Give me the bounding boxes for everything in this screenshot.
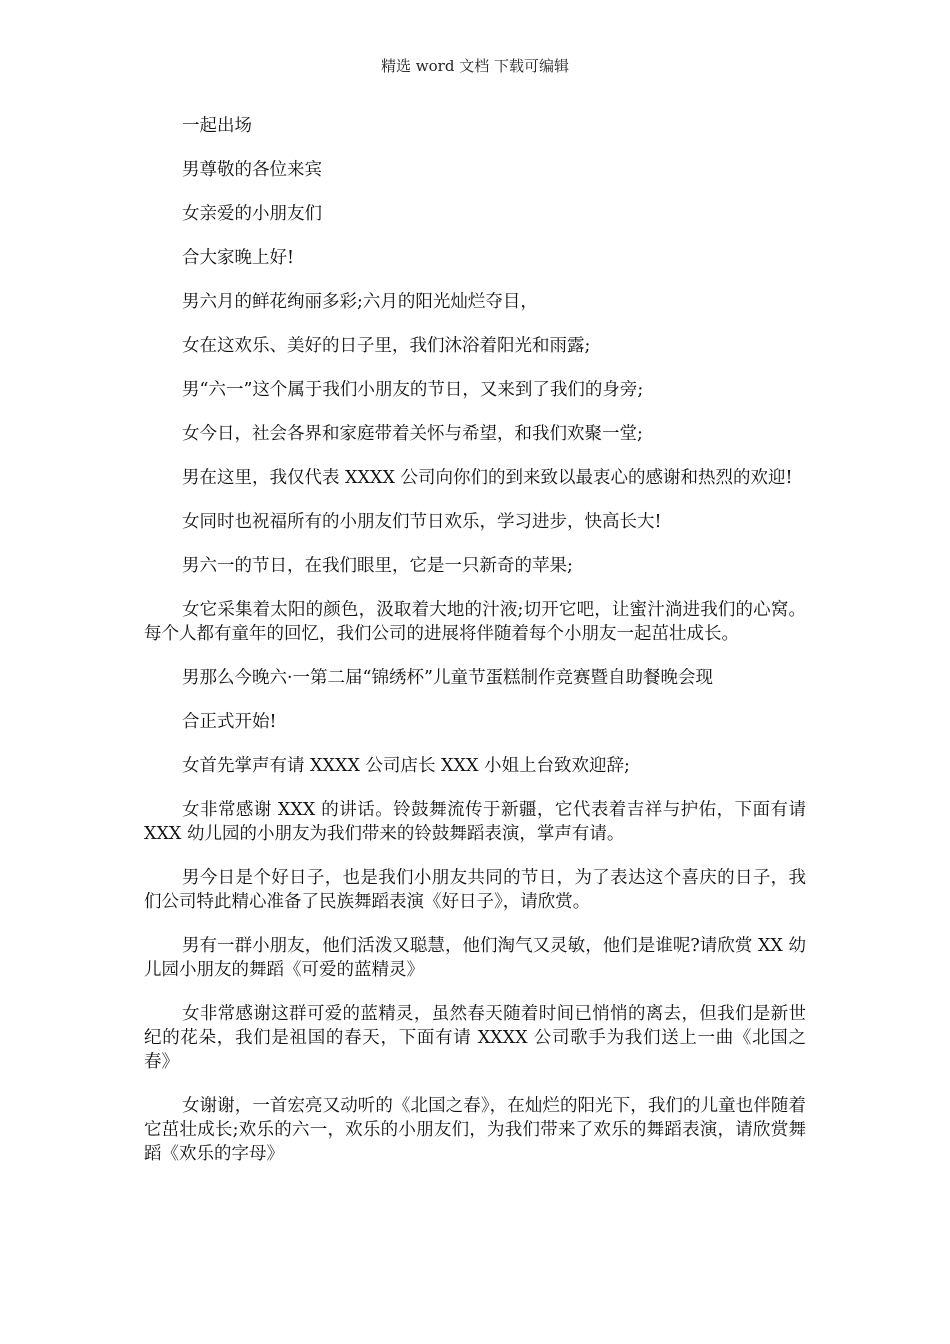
paragraph: 女非常感谢 XXX 的讲话。铃鼓舞流传于新疆，它代表着吉祥与护佑，下面有请 XXX 幼儿园的小朋友为我们带来的铃鼓舞蹈表演，掌声有请。: [144, 800, 806, 844]
page-header: 精选 word 文档 下载可编辑: [381, 57, 569, 75]
paragraph: 男尊敬的各位来宾: [182, 160, 322, 180]
paragraph: 男那么今晚六·一第二届“锦绣杯”儿童节蛋糕制作竞赛暨自助餐晚会现: [182, 668, 713, 688]
paragraph: 女非常感谢这群可爱的蓝精灵，虽然春天随着时间已悄悄的离去，但我们是新世纪的花朵，我们是祖国的春天，下面有请 XXXX 公司歌手为我们送上一曲《北国之春》: [144, 1004, 806, 1072]
paragraph: 女首先掌声有请 XXXX 公司店长 XXX 小姐上台致欢迎辞;: [182, 756, 630, 776]
paragraph: 男六月的鲜花绚丽多彩;六月的阳光灿烂夺目，: [182, 292, 538, 312]
paragraph: 女亲爱的小朋友们: [182, 204, 322, 224]
paragraph: 女谢谢，一首宏亮又动听的《北国之春》，在灿烂的阳光下，我们的儿童也伴随着它茁壮成长;欢乐的六一，欢乐的小朋友们，为我们带来了欢乐的舞蹈表演，请欣赏舞蹈《欢乐的字母》: [144, 1096, 806, 1164]
document-body: [144, 114, 806, 1186]
paragraph: 合正式开始!: [182, 712, 277, 732]
paragraph: 男在这里，我仅代表 XXXX 公司向你们的到来致以最衷心的感谢和热烈的欢迎!: [182, 468, 793, 488]
paragraph: 女同时也祝福所有的小朋友们节日欢乐，学习进步，快高长大!: [182, 512, 662, 532]
paragraph: 男“六一”这个属于我们小朋友的节日，又来到了我们的身旁;: [182, 380, 644, 400]
paragraph: 一起出场: [182, 116, 252, 136]
paragraph: 女在这欢乐、美好的日子里，我们沐浴着阳光和雨露;: [182, 336, 591, 356]
paragraph: 女今日，社会各界和家庭带着关怀与希望，和我们欢聚一堂;: [182, 424, 643, 444]
paragraph: 男有一群小朋友，他们活泼又聪慧，他们淘气又灵敏，他们是谁呢?请欣赏 XX 幼儿园小朋友的舞蹈《可爱的蓝精灵》: [144, 936, 806, 980]
paragraph: 男六一的节日，在我们眼里，它是一只新奇的苹果;: [182, 556, 573, 576]
paragraph: 合大家晚上好!: [182, 248, 295, 268]
paragraph: 男今日是个好日子，也是我们小朋友共同的节日，为了表达这个喜庆的日子，我们公司特此精心准备了民族舞蹈表演《好日子》，请欣赏。: [144, 868, 806, 912]
paragraph: 女它采集着太阳的颜色，汲取着大地的汁液;切开它吧，让蜜汁淌进我们的心窝。每个人都有童年的回忆，我们公司的进展将伴随着每个小朋友一起茁壮成长。: [144, 600, 806, 644]
